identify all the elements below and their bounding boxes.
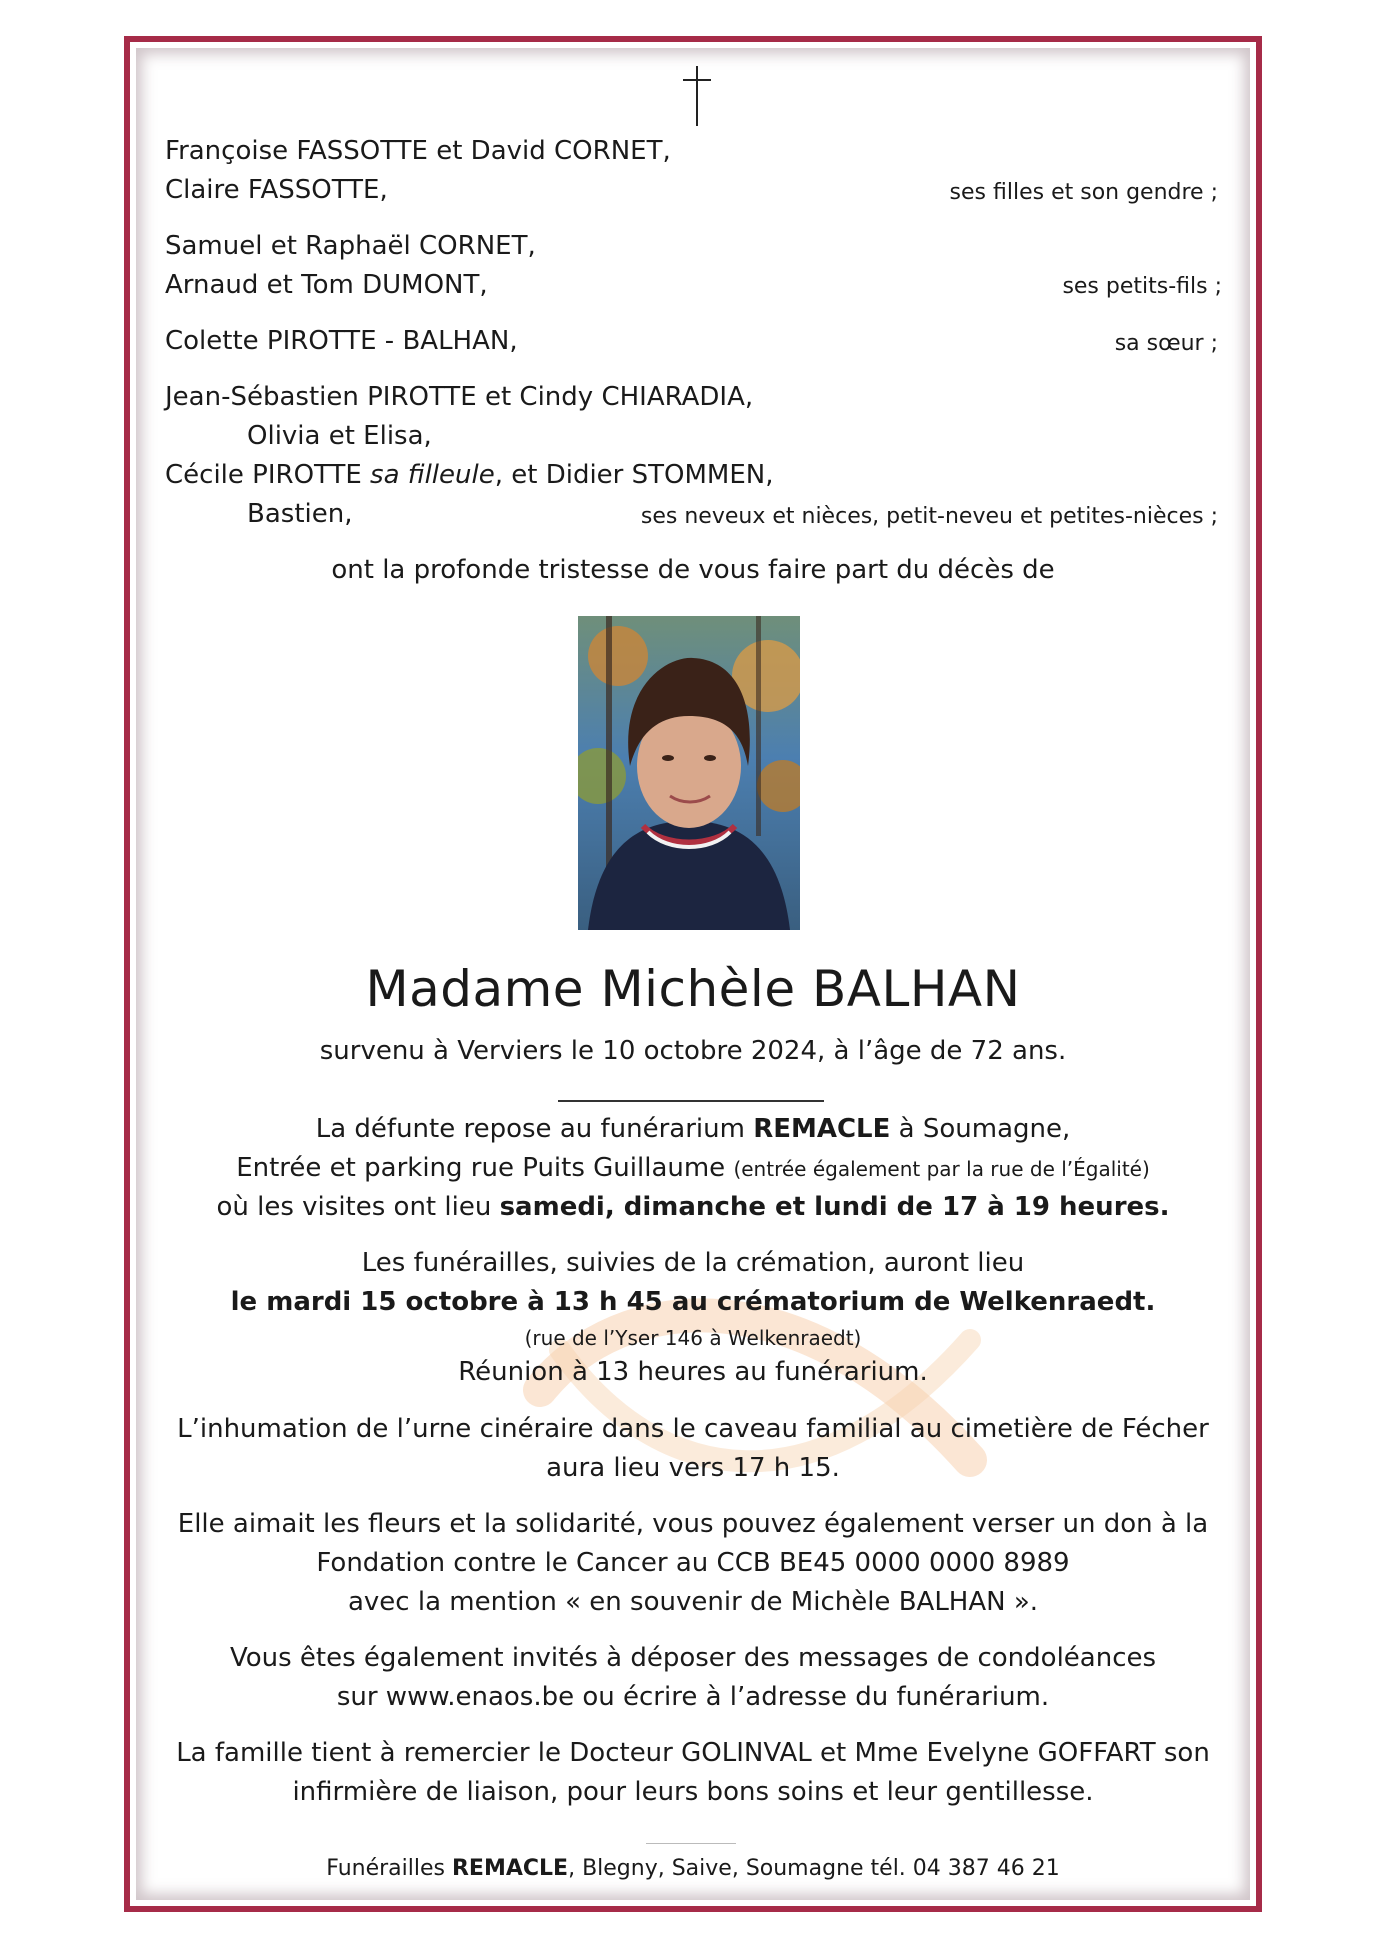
visits-line: Entrée et parking rue Puits Guillaume (entrée également par la rue de l’Égalité)	[236, 1153, 1150, 1183]
donation-line: Elle aimait les fleurs et la solidarité, vous pouvez également verser un don à la	[177, 1509, 1209, 1539]
family-line: Jean-Sébastien PIROTTE et Cindy CHIARADIA,	[165, 382, 754, 412]
family-line: Françoise FASSOTTE et David CORNET,	[165, 136, 671, 166]
family-line: Samuel et Raphaël CORNET,	[165, 231, 536, 261]
relation-label: ses filles et son gendre ;	[949, 180, 1218, 205]
cross-icon	[679, 64, 715, 128]
deceased-details: survenu à Verviers le 10 octobre 2024, à l’âge de 72 ans.	[319, 1036, 1067, 1066]
funeral-address: (rue de l’Yser 146 à Welkenraedt)	[524, 1326, 862, 1350]
family-line: Olivia et Elisa,	[247, 421, 432, 451]
portrait-photo	[578, 616, 800, 930]
family-line: Bastien,	[247, 499, 353, 529]
visits-line: où les visites ont lieu samedi, dimanche et lundi de 17 à 19 heures.	[216, 1192, 1170, 1222]
relation-label: ses petits-fils ;	[1062, 274, 1222, 299]
footer-divider	[646, 1843, 736, 1844]
funeral-line: Réunion à 13 heures au funérarium.	[458, 1357, 928, 1387]
family-line: Arnaud et Tom DUMONT,	[165, 270, 488, 300]
family-line: Cécile PIROTTE sa filleule, et Didier STOMMEN,	[165, 460, 774, 490]
condolences-line: sur www.enaos.be ou écrire à l’adresse du funérarium.	[336, 1682, 1050, 1712]
divider	[558, 1100, 824, 1102]
funeral-line: Les funérailles, suivies de la crémation, auront lieu	[361, 1248, 1025, 1278]
relation-label: ses neveux et nièces, petit-neveu et petites-nièces ;	[640, 504, 1218, 529]
relation-label: sa sœur ;	[1114, 331, 1218, 356]
visits-line: La défunte repose au funérarium REMACLE à Soumagne,	[315, 1114, 1071, 1144]
funeral-line: le mardi 15 octobre à 13 h 45 au crématorium de Welkenraedt.	[230, 1287, 1156, 1317]
donation-line: Fondation contre le Cancer au CCB BE45 0000 0000 8989	[316, 1548, 1070, 1578]
thanks-line: infirmière de liaison, pour leurs bons soins et leur gentillesse.	[292, 1777, 1094, 1807]
family-line: Claire FASSOTTE,	[165, 175, 388, 205]
condolences-line: Vous êtes également invités à déposer des messages de condoléances	[229, 1643, 1157, 1673]
thanks-line: La famille tient à remercier le Docteur GOLINVAL et Mme Evelyne GOFFART son	[176, 1738, 1210, 1768]
deceased-name: Madame Michèle BALHAN	[365, 960, 1021, 1018]
intro-text: ont la profonde tristesse de vous faire part du décès de	[331, 555, 1055, 585]
burial-line: L’inhumation de l’urne cinéraire dans le caveau familial au cimetière de Fécher	[177, 1414, 1209, 1444]
footer: Funérailles REMACLE, Blegny, Saive, Soumagne tél. 04 387 46 21	[326, 1856, 1060, 1881]
burial-line: aura lieu vers 17 h 15.	[546, 1453, 840, 1483]
family-line: Colette PIROTTE - BALHAN,	[165, 326, 518, 356]
donation-line: avec la mention « en souvenir de Michèle BALHAN ».	[347, 1587, 1039, 1617]
